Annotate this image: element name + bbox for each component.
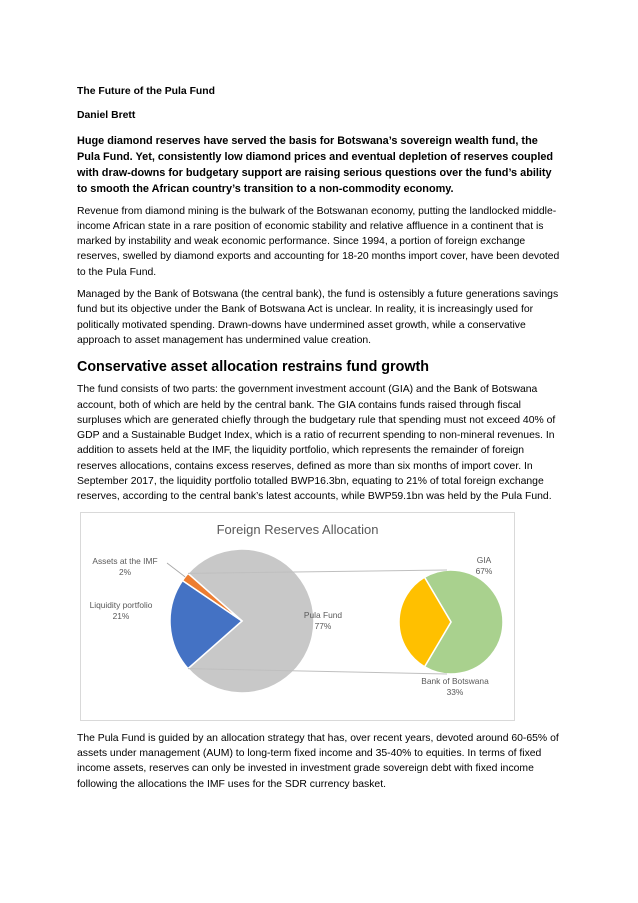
label-gia [464,555,504,577]
paragraph-1: Revenue from diamond mining is the bulwark of the Botswanan economy, putting the landlocked middle-income African state in a rare position of economic stability and relative affluence in a continent that is marked by instability and weak economic performance. Since 1994, a portion of foreign exchange reserves, swelled by diamond exports and accounting for 18-20 months import cover, have been devoted to the Pula Fund. [77,205,560,278]
chart-title: Foreign Reserves Allocation [216,521,379,537]
article-title: The Future of the Pula Fund [77,86,215,97]
label-liquidity-value: 21% [112,610,130,621]
label-pula-fund [288,610,358,632]
section-heading: Conservative asset allocation restrains fund growth [77,359,429,376]
label-bank-of-botswana [412,676,498,698]
paragraph-2: Managed by the Bank of Botswana (the central bank), the fund is ostensibly a future generations savings fund but its objective under the Bank of Botswana Act is unclear. In reality, it is increasingly used for politically motivated spending. Drawn-downs have undermined asset growth, while a conservative approach to asset management has undermined value creation. [77,289,559,346]
leader-line-assets-imf [167,563,185,577]
label-pula-fund-name: Pula Fund [303,609,343,620]
label-assets-imf-value: 2% [118,566,132,577]
label-assets-imf [83,556,167,578]
label-gia-name: GIA [476,554,492,565]
paragraph-4: The Pula Fund is guided by an allocation strategy that has, over recent years, devoted around 60-65% of assets under management (AUM) to long-term fixed income and 35-40% to equities. In terms of fixed income assets, reserves can only be invested in investment grade sovereign debt with fixed income following the allocations the IMF uses for the SDR currency basket. [77,732,559,790]
label-liquidity-name: Liquidity portfolio [89,599,153,610]
label-bob-value: 33% [446,686,464,697]
article-lead: Huge diamond reserves have served the basis for Botswana’s sovereign wealth fund, the Pula Fund. Yet, consistently low diamond prices and eventual depletion of reserves coupled with draw-downs for budgetary support are raising serious questions over the fund’s ability to smooth the African country’s transition to a non-commodity economy. [77,134,554,195]
label-assets-imf-name: Assets at the IMF [92,555,158,566]
label-pula-fund-value: 77% [314,620,332,631]
foreign-reserves-chart [80,512,515,721]
label-bob-name: Bank of Botswana [421,675,489,686]
label-gia-value: 67% [475,565,493,576]
paragraph-3: The fund consists of two parts: the government investment account (GIA) and the Bank of Botswana account, both of which are held by the central bank. The GIA contains funds raised through fiscal surpluses which are generated chiefly through the budgetary rule that spending must not exceed 40% of GDP and a Sustainable Budget Index, which is a ratio of recurrent spending to non-mineral revenues. In addition to assets held at the IMF, the liquidity portfolio, which represents the remainder of foreign reserves allocations, contains excess reserves, defined as more than six months of import cover. In September 2017, the liquidity portfolio totalled BWP16.3bn, equating to 21% of total foreign exchange reserves, according to the central bank’s latest accounts, while BWP59.1bn was held by the Pula Fund. [77,384,556,503]
article-author: Daniel Brett [77,110,136,122]
label-liquidity-portfolio [79,600,163,622]
document-page [77,84,563,799]
